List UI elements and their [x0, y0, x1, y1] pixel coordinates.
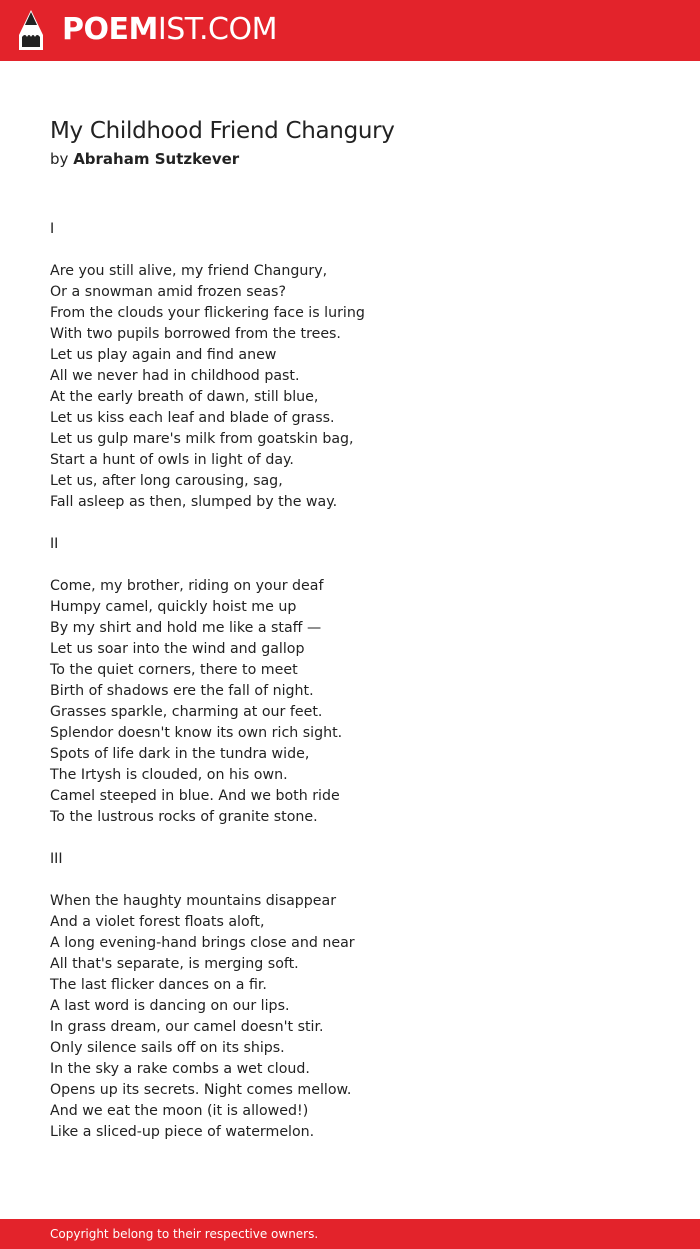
- copyright-text: Copyright belong to their respective owners.: [50, 1227, 319, 1241]
- by-label: by: [50, 150, 69, 168]
- logo-light-text: IST.COM: [157, 12, 277, 47]
- poem-title: My Childhood Friend Changury: [50, 118, 395, 144]
- author-name: Abraham Sutzkever: [73, 150, 240, 168]
- site-logo[interactable]: [62, 11, 277, 49]
- poem-body: I Are you still alive, my friend Changury, Or a snowman amid frozen seas? From the clouds your flickering face is luring With two pupils borrowed from the trees. Let us play again and find anew All we never had in childhood past. At the early breath of dawn, still blue, Let us kiss each leaf and blade of grass. Let us gulp mare's milk from goatskin bag, Start a hunt of owls in light of day. Let us, after long carousing, sag, Fall asleep as then, slumped by the way. II Come, my brother, riding on your deaf Humpy camel, quickly hoist me up By my shirt and hold me like a staff — Let us soar into the wind and gallop To the quiet corners, there to meet Birth of shadows ere the fall of night. Grasses sparkle, charming at our feet. Splendor doesn't know its own rich sight. Spots of life dark in the tundra wide, The Irtysh is clouded, on his own. Camel steeped in blue. And we both ride To the lustrous rocks of granite stone. III When the haughty mountains disappear And a violet forest floats aloft, A long evening-hand brings close and near All that's separate, is merging soft. The last flicker dances on a fir. A last word is dancing on our lips. In grass dream, our camel doesn't stir. Only silence sails off on its ships. In the sky a rake combs a wet cloud. Opens up its secrets. Night comes mellow. And we eat the moon (it is allowed!) Like a sliced-up piece of watermelon.: [50, 221, 365, 1140]
- byline: [50, 148, 239, 170]
- pencil-tip-icon[interactable]: [18, 9, 44, 51]
- site-footer: [0, 1219, 700, 1249]
- site-header: [0, 0, 700, 61]
- logo-bold-text: POEM: [62, 12, 158, 47]
